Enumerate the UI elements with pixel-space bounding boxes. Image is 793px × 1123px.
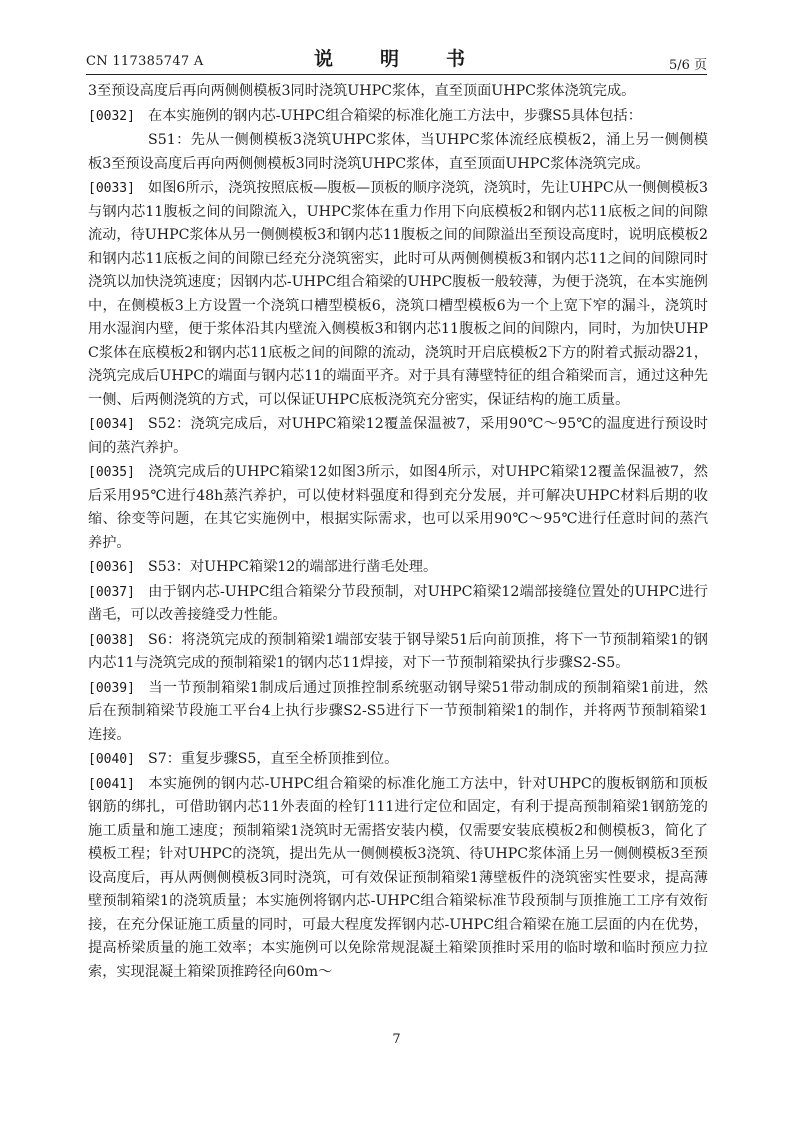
paragraph-number: [0037] <box>88 584 135 600</box>
paragraph-0040: [0040] S7：重复步骤S5，直至全桥顶推到位。 <box>88 748 708 772</box>
paragraph-0035: [0035] 浇筑完成后的UHPC箱梁12如图3所示，如图4所示，对UHPC箱梁12覆盖保温被7，然后采用95℃进行48h蒸汽养护，可以使材料强度和得到充分发展，并可解决UHPC材料后期的收缩、徐变等问题，在其它实施例中，根据实际需求，也可以采用90℃～95℃进行任意时间的蒸汽养护。 <box>88 461 708 555</box>
paragraph-0038: [0038] S6：将浇筑完成的预制箱梁1端部安装于钢导梁51后向前顶推，将下一节预制箱梁1的钢内芯11与浇筑完成的预制箱梁1的钢内芯11焊接，对下一节预制箱梁执行步骤S2-S5。 <box>88 629 708 676</box>
paragraph-0032: [0032] 在本实施例的钢内芯-UHPC组合箱梁的标准化施工方法中，步骤S5具体包括： <box>88 105 708 129</box>
paragraph-number: [0039] <box>88 680 135 696</box>
paragraph-0039: [0039] 当一节预制箱梁1制成后通过顶推控制系统驱动钢导梁51带动制成的预制箱梁1前进，然后在预制箱梁节段施工平台4上执行步骤S2-S5进行下一节预制箱梁1的制作，并将两节预制箱梁1连接。 <box>88 677 708 748</box>
paragraph-0033: [0033] 如图6所示，浇筑按照底板—腹板—顶板的顺序浇筑，浇筑时，先让UHPC从一侧侧模板3与钢内芯11腹板之间的间隙流入，UHPC浆体在重力作用下向底模板2和钢内芯11底板之间的间隙流动，待UHPC浆体从另一侧侧模板3和钢内芯11腹板之间的间隙溢出至预设高度时，说明底模板2和钢内芯11底板之间的间隙已经充分浇筑密实，此时可从两侧侧模板3和钢内芯11之间的间隙同时浇筑以加快浇筑速度；因钢内芯-UHPC组合箱梁的UHPC腹板一般较薄，为便于浇筑，在本实施例中，在侧模板3上方设置一个浇筑口槽型模板6，浇筑口槽型模板6为一个上宽下窄的漏斗，浇筑时用水湿润内壁，便于浆体沿其内壁流入侧模板3和钢内芯11腹板之间的间隙内，同时，为加快UHPC浆体在底模板2和钢内芯11底板之间的间隙的流动，浇筑时开启底模板2下方的附着式振动器21，浇筑完成后UHPC的端面与钢内芯11的端面平齐。对于具有薄壁特征的组合箱梁而言，通过这种先一侧、后两侧浇筑的方式，可以保证UHPC底板浇筑充分密实，保证结构的施工质量。 <box>88 177 708 412</box>
header-divider <box>86 74 707 75</box>
paragraph-number: [0041] <box>88 776 135 792</box>
paragraph-s51: S51：先从一侧侧模板3浇筑UHPC浆体，当UHPC浆体流经底模板2，涌上另一侧侧模板3至预设高度后再向两侧侧模板3同时浇筑UHPC浆体，直至顶面UHPC浆体浇筑完成。 <box>88 132 708 172</box>
paragraph-0041: [0041] 本实施例的钢内芯-UHPC组合箱梁的标准化施工方法中，针对UHPC的腹板钢筋和顶板钢筋的绑扎，可借助钢内芯11外表面的栓钉111进行定位和固定，有利于提高预制箱梁1钢筋笼的施工质量和施工速度；预制箱梁1浇筑时无需搭安装内模，仅需要安装底模板2和侧模板3，简化了模板工程；针对UHPC的浇筑，提出先从一侧侧模板3浇筑、待UHPC浆体涌上另一侧侧模板3至预设高度后，再从两侧侧模板3同时浇筑，可有效保证预制箱梁1薄壁板件的浇筑密实性要求，提高薄壁预制箱梁1的浇筑质量；本实施例将钢内芯-UHPC组合箱梁标准节段预制与顶推施工工序有效衔接，在充分保证施工质量的同时，可最大程度发挥钢内芯-UHPC组合箱梁在施工层面的内在优势，提高桥梁质量的施工效率；本实施例可以免除常规混凝土箱梁顶推时采用的临时墩和临时预应力拉索，实现混凝土箱梁顶推跨径向60m～ <box>88 773 708 985</box>
paragraph-continuation: 3至预设高度后再向两侧侧模板3同时浇筑UHPC浆体，直至顶面UHPC浆体浇筑完成。 <box>88 83 636 99</box>
page-header <box>86 44 707 72</box>
paragraph-number: [0035] <box>88 465 135 480</box>
publication-number: CN 117385747 A <box>86 54 204 69</box>
paragraph-number: [0033] <box>88 181 135 196</box>
paragraph-number: [0036] <box>88 560 135 575</box>
paragraph-number: [0038] <box>88 632 135 648</box>
page-number: 7 <box>392 1032 401 1047</box>
paragraph-number: [0040] <box>88 752 135 767</box>
paragraph-0034: [0034] S52：浇筑完成后，对UHPC箱梁12覆盖保温被7，采用90℃～95℃的温度进行预设时间的蒸汽养护。 <box>88 413 708 460</box>
document-body <box>88 80 708 984</box>
paragraph-number: [0032] <box>88 108 135 124</box>
paragraph-0036: [0036] S53：对UHPC箱梁12的端部进行凿毛处理。 <box>88 556 708 580</box>
page-indicator: 5/6 页 <box>668 58 707 73</box>
paragraph-number: [0034] <box>88 417 135 432</box>
paragraph-0037: [0037] 由于钢内芯-UHPC组合箱梁分节段预制，对UHPC箱梁12端部接缝位置处的UHPC进行凿毛，可以改善接缝受力性能。 <box>88 581 708 628</box>
document-title: 说 明 书 <box>313 48 479 70</box>
